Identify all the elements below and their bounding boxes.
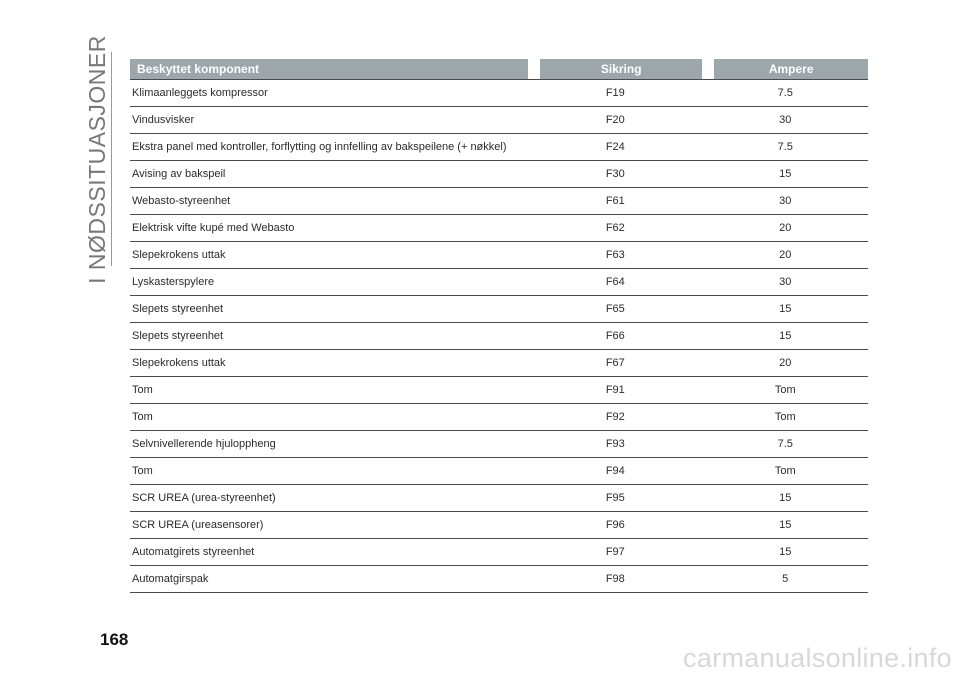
component-cell: Webasto-styreenhet	[130, 188, 528, 215]
component-cell: Selvnivellerende hjuloppheng	[130, 431, 528, 458]
fuse-table	[130, 59, 868, 593]
fuse-cell: F19	[528, 79, 702, 107]
fuse-cell: F61	[528, 188, 702, 215]
ampere-cell: 15	[702, 485, 868, 512]
fuse-cell: F65	[528, 296, 702, 323]
chapter-title-text: I NØDSSITUASJONER	[83, 34, 110, 284]
ampere-cell: 5	[702, 566, 868, 593]
ampere-cell: 15	[702, 323, 868, 350]
ampere-cell: 20	[702, 215, 868, 242]
table-row	[130, 458, 868, 485]
table-row	[130, 107, 868, 134]
ampere-cell: 7.5	[702, 79, 868, 107]
header-gap	[528, 59, 540, 79]
table-row	[130, 296, 868, 323]
component-cell: Lyskasterspylere	[130, 269, 528, 296]
ampere-cell: 20	[702, 350, 868, 377]
ampere-cell: Tom	[702, 377, 868, 404]
fuse-cell: F30	[528, 161, 702, 188]
component-cell: Slepekrokens uttak	[130, 242, 528, 269]
fuse-cell: F93	[528, 431, 702, 458]
table-row	[130, 269, 868, 296]
fuse-cell: F98	[528, 566, 702, 593]
component-cell: Slepets styreenhet	[130, 296, 528, 323]
table-row	[130, 79, 868, 107]
component-cell: Tom	[130, 404, 528, 431]
header-ampere: Ampere	[714, 59, 868, 79]
table-row	[130, 404, 868, 431]
component-cell: SCR UREA (ureasensorer)	[130, 512, 528, 539]
component-cell: Vindusvisker	[130, 107, 528, 134]
table-row	[130, 566, 868, 593]
table-row	[130, 350, 868, 377]
fuse-cell: F92	[528, 404, 702, 431]
fuse-cell: F66	[528, 323, 702, 350]
fuse-cell: F67	[528, 350, 702, 377]
component-cell: Slepets styreenhet	[130, 323, 528, 350]
component-cell: Klimaanleggets kompressor	[130, 79, 528, 107]
component-cell: Elektrisk vifte kupé med Webasto	[130, 215, 528, 242]
fuse-cell: F97	[528, 539, 702, 566]
table-header-row	[130, 59, 868, 79]
fuse-cell: F24	[528, 134, 702, 161]
table-row	[130, 539, 868, 566]
fuse-cell: F96	[528, 512, 702, 539]
ampere-cell: 15	[702, 512, 868, 539]
table-body	[130, 79, 868, 593]
table-row	[130, 377, 868, 404]
page-number: 168	[100, 630, 129, 649]
component-cell: Avising av bakspeil	[130, 161, 528, 188]
table-row	[130, 323, 868, 350]
ampere-cell: 7.5	[702, 431, 868, 458]
table-row	[130, 512, 868, 539]
ampere-cell: 7.5	[702, 134, 868, 161]
table-row	[130, 161, 868, 188]
fuse-cell: F91	[528, 377, 702, 404]
table-row	[130, 485, 868, 512]
table-row	[130, 188, 868, 215]
chapter-divider	[111, 52, 112, 266]
ampere-cell: 30	[702, 269, 868, 296]
header-component: Beskyttet komponent	[130, 59, 528, 79]
component-cell: Slepekrokens uttak	[130, 350, 528, 377]
header-gap	[702, 59, 714, 79]
ampere-cell: 20	[702, 242, 868, 269]
table-row	[130, 431, 868, 458]
component-cell: Tom	[130, 458, 528, 485]
ampere-cell: 15	[702, 539, 868, 566]
ampere-cell: 15	[702, 161, 868, 188]
table-row	[130, 242, 868, 269]
component-cell: SCR UREA (urea-styreenhet)	[130, 485, 528, 512]
ampere-cell: Tom	[702, 404, 868, 431]
chapter-side-title	[83, 34, 110, 284]
component-cell: Automatgirspak	[130, 566, 528, 593]
ampere-cell: 30	[702, 188, 868, 215]
fuse-cell: F64	[528, 269, 702, 296]
component-cell: Automatgirets styreenhet	[130, 539, 528, 566]
table-row	[130, 215, 868, 242]
fuse-cell: F62	[528, 215, 702, 242]
component-cell: Ekstra panel med kontroller, forflytting og innfelling av bakspeilene (+ nøkkel)	[130, 134, 528, 161]
ampere-cell: 30	[702, 107, 868, 134]
fuse-cell: F95	[528, 485, 702, 512]
ampere-cell: Tom	[702, 458, 868, 485]
component-cell: Tom	[130, 377, 528, 404]
fuse-cell: F63	[528, 242, 702, 269]
watermark: carmanualsonline.info	[683, 643, 952, 673]
table-row	[130, 134, 868, 161]
fuse-cell: F20	[528, 107, 702, 134]
header-fuse: Sikring	[540, 59, 703, 79]
fuse-cell: F94	[528, 458, 702, 485]
ampere-cell: 15	[702, 296, 868, 323]
